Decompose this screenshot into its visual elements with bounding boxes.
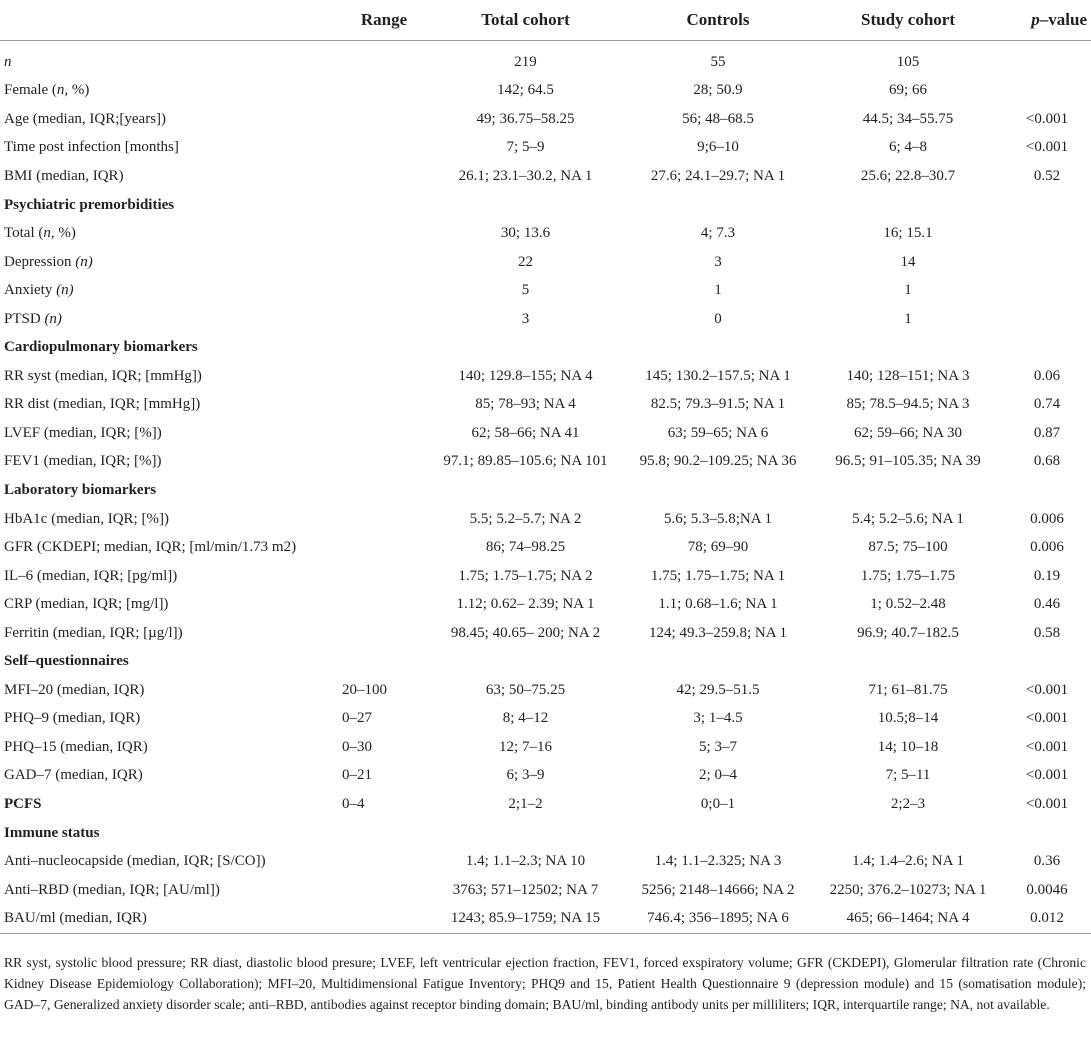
row-label [0,305,340,334]
cell-range: 0–21 [342,767,372,784]
cell-study-cohort: 71; 61–81.75 [868,681,948,698]
section-heading: Psychiatric premorbidities [4,196,175,213]
cell-range [340,619,428,648]
cell-p-value: <0.001 [1025,738,1069,755]
cell-total-cohort: 140; 129.8–155; NA 4 [458,367,593,384]
row-label [0,619,340,648]
row-label [0,904,340,933]
cell-controls: 95.8; 90.2–109.25; NA 36 [639,453,797,470]
row-label-text: HbA1c (median, IQR; [%]) [4,510,169,527]
cell-study-cohort: 14; 10–18 [877,738,939,755]
cell-controls: 78; 69–90 [687,539,749,556]
cell-total-cohort: 62; 58–66; NA 41 [471,424,580,441]
cell-controls: 2; 0–4 [699,767,737,784]
cell-p-value: 0.0046 [1026,881,1068,898]
cell-study-cohort: 96.5; 91–105.35; NA 39 [835,453,981,470]
cell-p-value [1003,305,1091,334]
cell-p-value [1003,48,1091,77]
cell-controls: 0;0–1 [700,795,736,812]
row-label [0,590,340,619]
cell-study-cohort: 16; 15.1 [883,225,933,242]
row-label [0,362,340,391]
cell-total-cohort: 3 [521,310,530,327]
row-label-italic: (n) [75,253,93,270]
table-body [0,41,1091,934]
table-row [0,105,1091,134]
cell-range: 20–100 [342,681,387,698]
cell-total-cohort: 1.12; 0.62– 2.39; NA 1 [456,596,595,613]
cell-p-value: <0.001 [1025,795,1069,812]
row-label-text: BMI (median, IQR) [4,167,124,184]
table-row [0,391,1091,420]
section-row [0,647,1091,676]
row-label-text: Anti–nucleocapside (median, IQR; [S/CO]) [4,853,266,870]
section-row [0,191,1091,220]
cell-total-cohort: 6; 3–9 [506,767,545,784]
row-label-text: MFI–20 (median, IQR) [4,681,145,698]
row-label-text: GFR (CKDEPI; median, IQR; [ml/min/1.73 m2) [4,539,297,556]
section-heading: Cardiopulmonary biomarkers [4,339,198,356]
cell-study-cohort: 1.75; 1.75–1.75 [860,567,956,584]
section-row [0,476,1091,505]
cell-total-cohort: 12; 7–16 [499,738,552,755]
header-spacer [0,41,1091,49]
cell-p-value: 0.012 [1003,904,1091,933]
cell-controls: 746.4; 356–1895; NA 6 [623,904,813,933]
cell-range [340,590,428,619]
cell-controls: 4; 7.3 [700,225,736,242]
cell-range: 0–30 [342,738,372,755]
table-row [0,48,1091,77]
row-label [0,847,340,876]
cell-total-cohort: 8; 4–12 [502,710,549,727]
header-p-italic: p [1031,10,1040,29]
cell-study-cohort: 6; 4–8 [889,139,927,156]
cell-range [340,876,428,905]
row-label-text: Anti–RBD (median, IQR; [AU/ml]) [4,881,220,898]
cell-controls: 27.6; 24.1–29.7; NA 1 [650,167,786,184]
cell-study-cohort: 5.4; 5.2–5.6; NA 1 [852,510,964,527]
table-row [0,77,1091,106]
cell-study-cohort: 7; 5–11 [885,767,931,784]
cell-range [340,162,428,191]
cell-controls: 82.5; 79.3–91.5; NA 1 [650,396,786,413]
row-label [0,505,340,534]
cell-study-cohort: 1; 0.52–2.48 [870,596,946,613]
row-label [0,562,340,591]
row-label [0,790,340,819]
row-label [0,533,340,562]
row-label [0,676,340,705]
table-row [0,162,1091,191]
cell-range [340,248,428,277]
table-header [0,0,1091,41]
cell-range [340,448,428,477]
cell-range [340,48,428,77]
table-row [0,533,1091,562]
cell-total-cohort: 7; 5–9 [506,139,545,156]
row-label-text: PCFS [4,795,42,812]
row-label-text: Depression [4,253,76,270]
row-label-tail: , %) [64,82,90,99]
cell-study-cohort: 44.5; 34–55.75 [862,110,954,127]
cell-p-value: <0.001 [1025,681,1069,698]
row-label-text: CRP (median, IQR; [mg/l]) [4,596,169,613]
cell-total-cohort: 22 [518,253,533,270]
cell-p-value: 0.52 [1033,167,1061,184]
cell-range [340,276,428,305]
cell-controls: 5; 3–7 [699,738,737,755]
cell-total-cohort: 219 [514,53,537,70]
cell-range [340,847,428,876]
cell-p-value: 0.74 [1033,396,1061,413]
cell-total-cohort: 3763; 571–12502; NA 7 [452,881,599,898]
cell-study-cohort: 25.6; 22.8–30.7 [860,167,956,184]
section-row [0,819,1091,848]
header-range: Range [340,0,428,41]
header-p-rest: –value [1039,10,1087,29]
table-row [0,305,1091,334]
row-label [0,248,340,277]
header-study-cohort: Study cohort [813,0,1003,41]
table-row [0,562,1091,591]
cell-p-value [1003,276,1091,305]
row-label [0,162,340,191]
cell-range [340,505,428,534]
cell-controls: 124; 49.3–259.8; NA 1 [649,624,787,641]
row-label [0,276,340,305]
cell-study-cohort: 10.5;8–14 [877,710,939,727]
cell-total-cohort: 2;1–2 [508,795,543,812]
row-label-italic: n [43,225,51,242]
cell-p-value: 0.19 [1033,567,1061,584]
row-label [0,48,340,77]
table-row [0,676,1091,705]
row-label [0,219,340,248]
cell-study-cohort: 105 [896,53,920,70]
row-label [0,391,340,420]
cell-total-cohort: 1.4; 1.1–2.3; NA 10 [465,853,586,870]
cell-total-cohort: 98.45; 40.65– 200; NA 2 [450,624,601,641]
cell-study-cohort: 85; 78.5–94.5; NA 3 [846,396,970,413]
cell-range [340,362,428,391]
row-label [0,876,340,905]
cell-controls: 145; 130.2–157.5; NA 1 [645,367,791,384]
cell-p-value: <0.001 [1025,767,1069,784]
row-label-text: Total ( [4,225,44,242]
cell-study-cohort: 1.4; 1.4–2.6; NA 1 [852,853,964,870]
section-heading: Immune status [4,824,100,841]
cell-total-cohort: 30; 13.6 [500,225,551,242]
cell-total-cohort: 85; 78–93; NA 4 [475,396,576,413]
table-row [0,448,1091,477]
cell-p-value: 0.006 [1030,510,1064,527]
row-label [0,419,340,448]
cell-p-value: 0.46 [1033,596,1061,613]
table-row [0,419,1091,448]
row-label-italic: (n) [56,282,74,299]
row-label [0,733,340,762]
cell-study-cohort: 62; 59–66; NA 30 [854,424,962,441]
cell-controls: 1 [714,282,722,299]
table-row [0,733,1091,762]
row-label-tail: , %) [50,225,76,242]
cell-p-value: 0.006 [1030,539,1064,556]
row-label-text: GAD–7 (median, IQR) [4,767,143,784]
row-label-text: PTSD [4,310,45,327]
table-row [0,590,1091,619]
cell-controls: 3 [714,253,722,270]
cell-study-cohort: 465; 66–1464; NA 4 [813,904,1003,933]
header-controls: Controls [623,0,813,41]
header-p-value [1003,0,1091,41]
cell-p-value: <0.001 [1025,110,1069,127]
cell-controls: 63; 59–65; NA 6 [667,424,769,441]
row-label-text: LVEF (median, IQR; [%]) [4,424,162,441]
cell-study-cohort: 14 [900,253,916,270]
cell-controls: 3; 1–4.5 [693,710,743,727]
row-label-text: FEV1 (median, IQR; [%]) [4,453,162,470]
cell-range [340,419,428,448]
row-label [0,705,340,734]
cell-study-cohort: 2250; 376.2–10273; NA 1 [829,881,987,898]
cell-range: 0–27 [342,710,372,727]
row-label-text: RR syst (median, IQR; [mmHg]) [4,367,202,384]
cell-range [340,134,428,163]
section-heading: Laboratory biomarkers [4,481,157,498]
cell-study-cohort: 69; 66 [889,82,927,99]
cell-controls: 9;6–10 [697,139,739,156]
cell-total-cohort: 86; 74–98.25 [485,539,566,556]
row-label-text: Time post infection [months] [4,139,179,156]
cell-study-cohort: 1 [904,310,912,327]
row-label-italic: (n) [44,310,62,327]
row-label-text: BAU/ml (median, IQR) [4,910,147,927]
row-label-text: Age (median, IQR;[years]) [4,110,167,127]
header-blank [0,0,340,41]
cell-total-cohort: 5.5; 5.2–5.7; NA 2 [469,510,582,527]
section-heading: Self–questionnaires [4,653,129,670]
table-row [0,276,1091,305]
cell-study-cohort: 87.5; 75–100 [868,539,948,556]
cell-controls: 42; 29.5–51.5 [676,681,760,698]
row-label [0,105,340,134]
cell-range [340,305,428,334]
cell-controls: 1.75; 1.75–1.75; NA 1 [650,567,786,584]
row-label-text: Anxiety [4,282,57,299]
table-row [0,904,1091,933]
cell-p-value: <0.001 [1025,139,1069,156]
cell-range [340,533,428,562]
cell-total-cohort: 5 [521,282,530,299]
table-row [0,790,1091,819]
cell-study-cohort: 2;2–3 [890,795,926,812]
cell-total-cohort: 49; 36.75–58.25 [476,110,575,127]
cell-range: 0–4 [342,795,365,812]
row-label-italic: n [56,82,65,99]
row-label [0,762,340,791]
cell-p-value: <0.001 [1025,710,1069,727]
table-row [0,619,1091,648]
row-label-text: RR dist (median, IQR; [mmHg]) [4,396,201,413]
table-row [0,705,1091,734]
cell-range [340,391,428,420]
cell-range [340,562,428,591]
cell-range [340,219,428,248]
cell-p-value: 0.58 [1033,624,1061,641]
cell-controls: 1.1; 0.68–1.6; NA 1 [658,596,778,613]
cell-total-cohort: 97.1; 89.85–105.6; NA 101 [443,453,608,470]
table-row [0,248,1091,277]
table-row [0,762,1091,791]
cell-controls: 5256; 2148–14666; NA 2 [641,881,795,898]
table-row [0,847,1091,876]
table-row [0,876,1091,905]
table-row [0,362,1091,391]
table-row [0,505,1091,534]
cell-controls: 5.6; 5.3–5.8;NA 1 [664,510,772,527]
cell-total-cohort: 1243; 85.9–1759; NA 15 [428,904,623,933]
cell-p-value [1003,219,1091,248]
row-label [0,134,340,163]
cell-range [340,105,428,134]
row-label-italic: n [4,53,12,70]
row-label-text: Ferritin (median, IQR; [µg/l]) [4,624,183,641]
cell-study-cohort: 1 [904,282,912,299]
table-row [0,219,1091,248]
cell-total-cohort: 26.1; 23.1–30.2, NA 1 [458,167,593,184]
cell-p-value: 0.68 [1033,453,1061,470]
cell-p-value: 0.87 [1033,424,1061,441]
row-label-text: PHQ–9 (median, IQR) [4,710,141,727]
cell-controls: 0 [714,310,722,327]
cell-total-cohort: 63; 50–75.25 [485,681,566,698]
cell-controls: 1.4; 1.1–2.325; NA 3 [654,853,782,870]
cell-study-cohort: 140; 128–151; NA 3 [846,367,970,384]
cell-controls: 55 [710,53,726,70]
cell-p-value: 0.06 [1033,367,1061,384]
cell-study-cohort: 96.9; 40.7–182.5 [857,624,959,641]
row-label-text: Female ( [4,82,57,99]
cell-total-cohort: 1.75; 1.75–1.75; NA 2 [458,567,593,584]
row-label [0,77,340,106]
header-total-cohort: Total cohort [428,0,623,41]
cell-total-cohort: 142; 64.5 [497,82,554,99]
section-row [0,333,1091,362]
cell-p-value [1003,77,1091,106]
cell-controls: 28; 50.9 [693,82,743,99]
cell-range [340,77,428,106]
row-label [0,448,340,477]
cell-p-value [1003,248,1091,277]
table-footnote: RR syst, systolic blood pressure; RR diast, diastolic blood presure; LVEF, left ventricular ejection fraction, FEV1, forced exspiratory volume; GFR (CKDEPI), Glomerular filtration rate (Chronic Kidney Disease Epidemiology Collaboration); MFI–20, Multidimensional Fatigue Inventory; PHQ9 and 15, Patient Health Questionnaire 9 (depression module) and 15 (somatisation module); GAD–7, Generalized anxiety disorder scale; anti–RBD, antibodies against receptor binding domain; BAU/ml, binding antibody units per milliliters; IQR, interquartile range; NA, not available. [4,955,1086,1012]
cell-p-value: 0.36 [1033,853,1061,870]
row-label-text: IL–6 (median, IQR; [pg/ml]) [4,567,178,584]
table-row [0,134,1091,163]
cell-controls: 56; 48–68.5 [682,110,754,127]
cell-range [340,904,428,933]
row-label-text: PHQ–15 (median, IQR) [4,738,148,755]
